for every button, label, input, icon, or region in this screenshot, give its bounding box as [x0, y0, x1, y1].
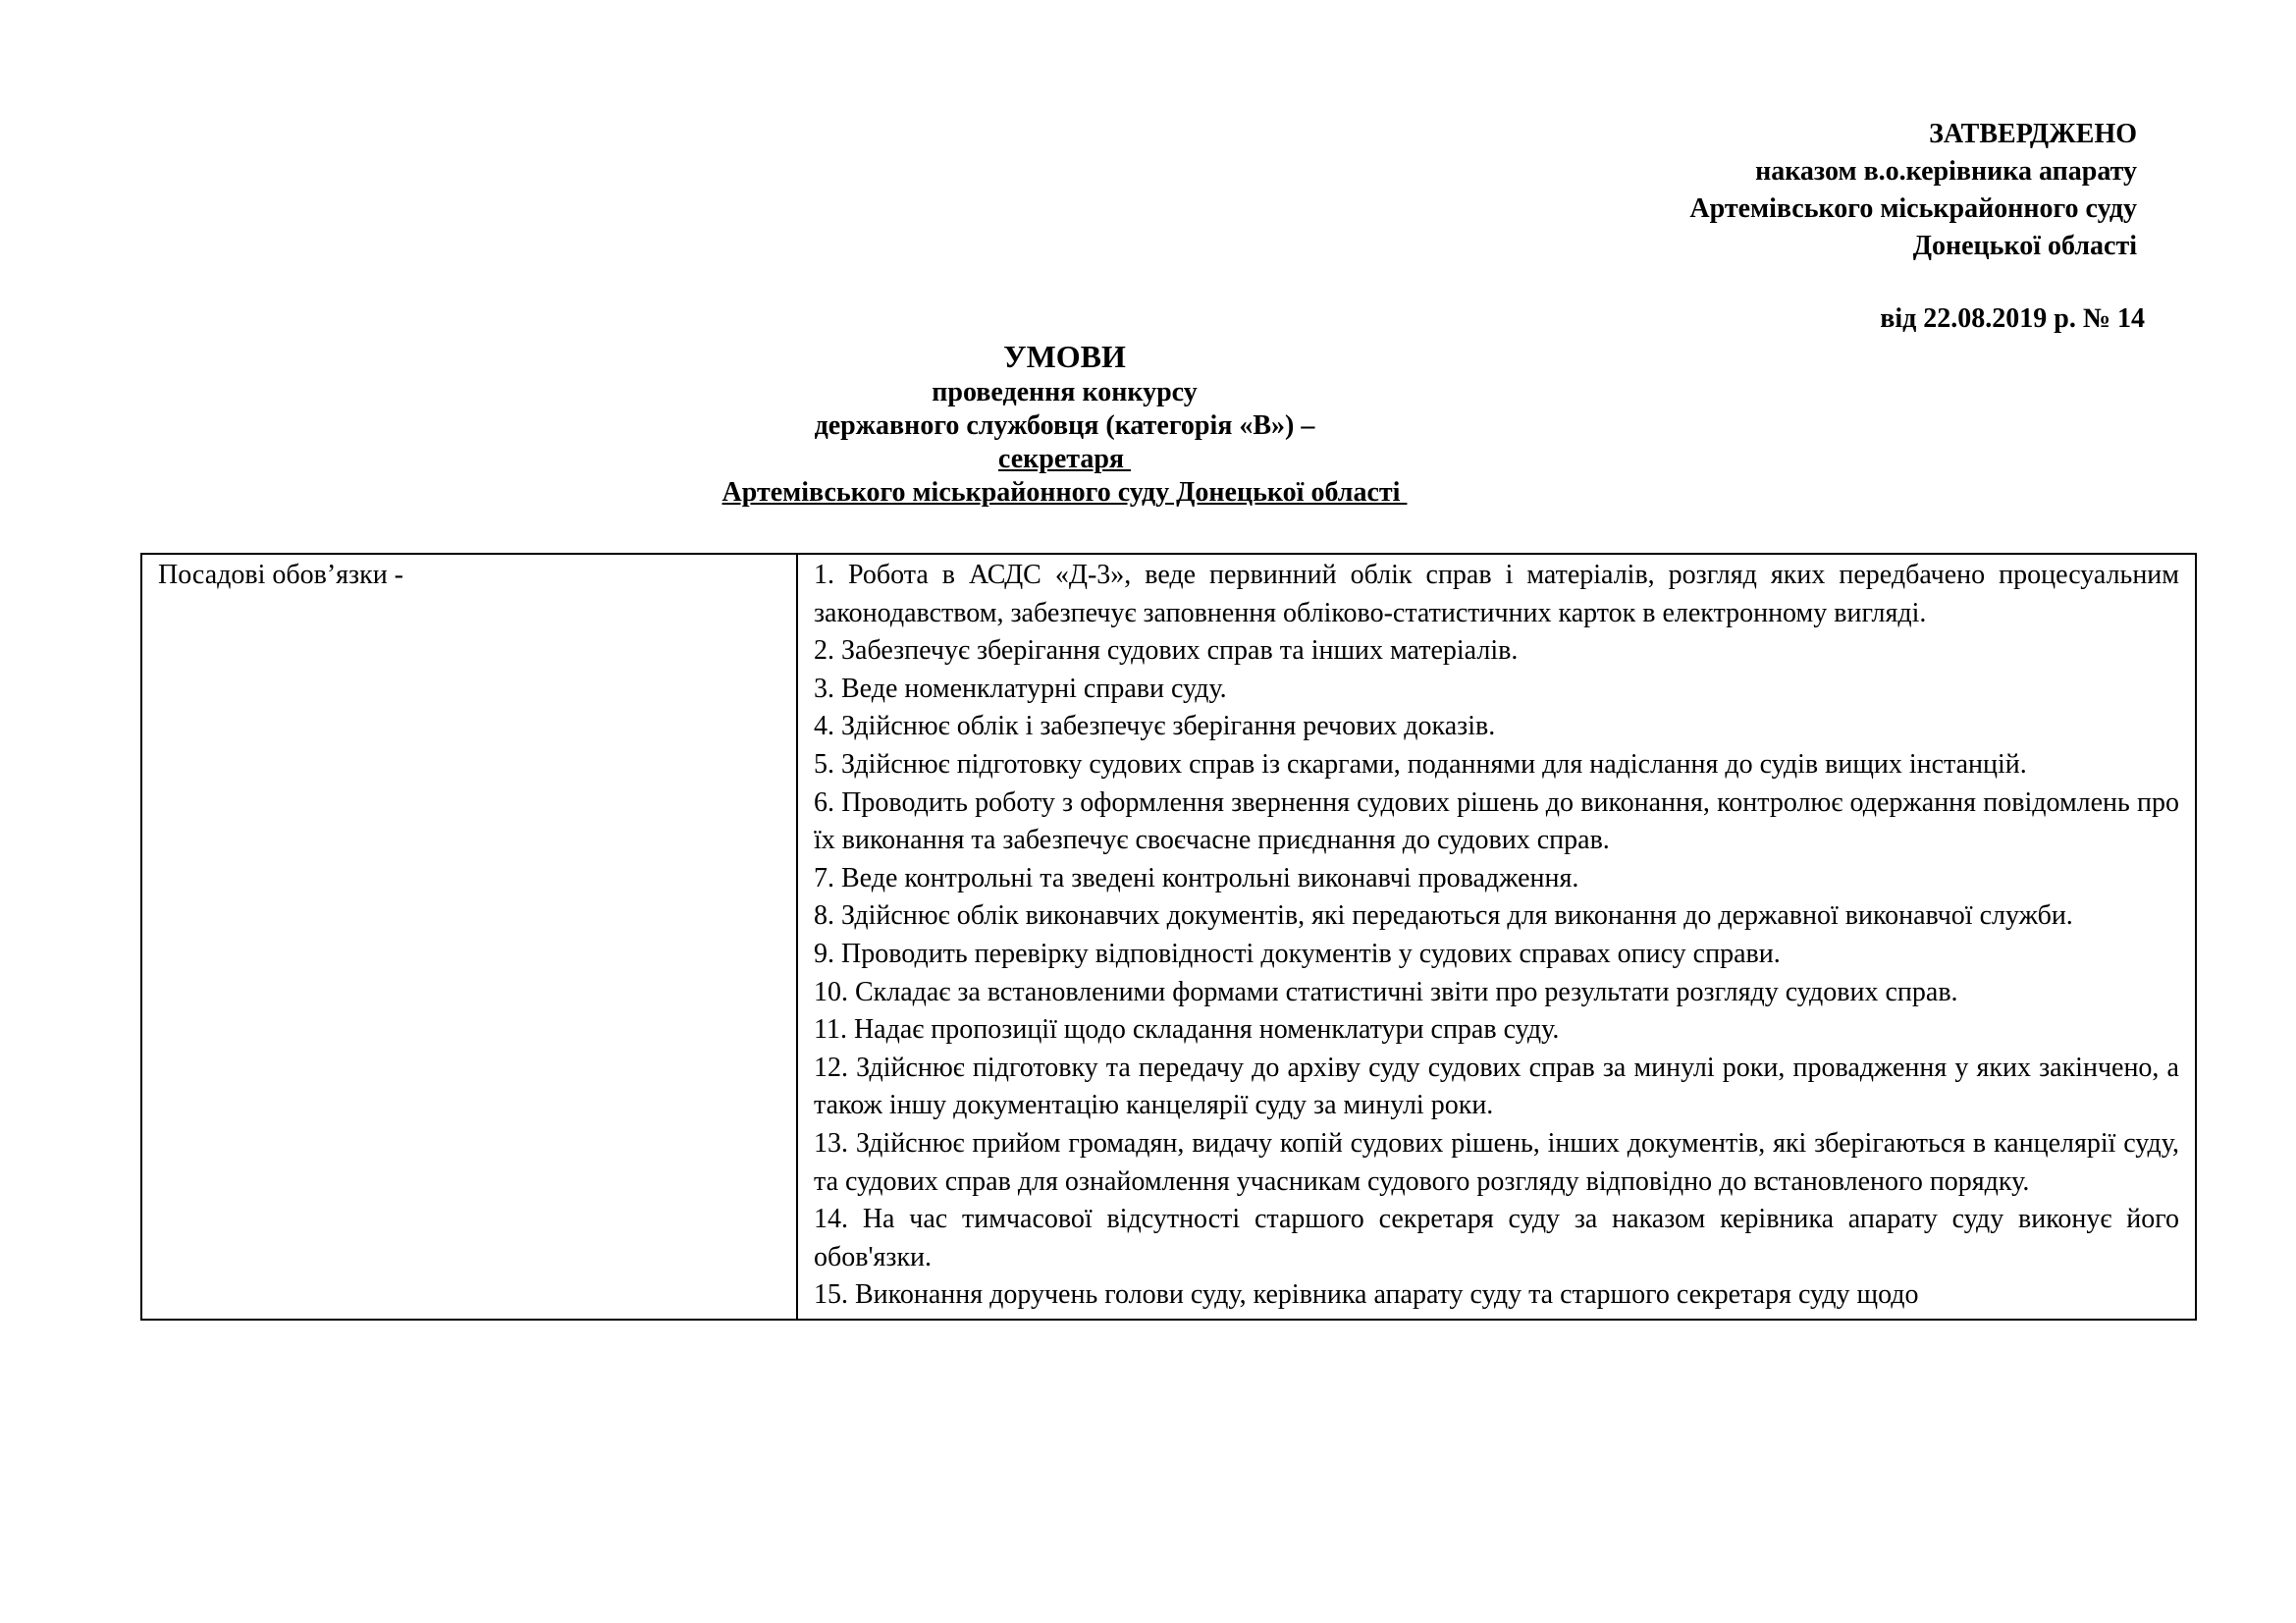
duty-item: 4. Здійснює облік і забезпечує зберігання речових доказів. [814, 711, 1496, 742]
duties-content-cell [797, 554, 2196, 1320]
title-line-1: проведення конкурсу [932, 377, 1198, 407]
approval-date: від 22.08.2019 р. № 14 [1880, 303, 2145, 334]
document-title [0, 337, 2296, 510]
court-name: Артемівського міськрайонного суду Донецької області [721, 477, 1408, 508]
duties-label-cell [141, 554, 797, 1320]
duty-item: 2. Забезпечує зберігання судових справ та інших матеріалів. [814, 635, 1519, 667]
duty-item: 10. Складає за встановленими формами статистичні звіти про результати розгляду судових справ. [814, 976, 1958, 1007]
title-line-2: державного службовця (категорія «В») – [814, 410, 1315, 441]
title-line-3 [0, 443, 2296, 476]
duty-item: 11. Надає пропозиції щодо складання номенклатури справ суду. [814, 1014, 1560, 1046]
title-line-4 [0, 476, 2296, 510]
approval-block [1689, 116, 2137, 265]
duty-item: 3. Веде номенклатурні справи суду. [814, 673, 1227, 704]
duty-item: 12. Здійснює підготовку та передачу до архіву суду судових справ за минулі роки, провадження у яких закінчено, а також іншу документацію канцелярії суду за минулі роки. [814, 1052, 2179, 1121]
duties-label: Посадові обов’язки - [158, 560, 404, 590]
approval-court: Артемівського міськрайонного суду [1689, 193, 2137, 224]
duty-item: 6. Проводить роботу з оформлення звернення судових рішень до виконання, контролює одержання повідомлень про їх виконання та забезпечує своєчасне приєднання до судових справ. [814, 786, 2179, 856]
duty-item: 7. Веде контрольні та зведені контрольні виконавчі провадження. [814, 862, 1579, 893]
duty-item: 13. Здійснює прийом громадян, видачу копій судових рішень, інших документів, які зберігаються в канцелярії суду, та судових справ для ознайомлення учасникам судового розгляду відповідно до встановленого порядку. [814, 1127, 2179, 1197]
duty-item: 9. Проводить перевірку відповідності документів у судових справах опису справи. [814, 938, 1781, 969]
duty-item: 1. Робота в АСДС «Д-3», веде первинний облік справ і матеріалів, розгляд яких передбачено процесуальним законодавством, забезпечує заповнення обліково-статистичних карток в електронному вигляді. [814, 560, 2179, 628]
approval-order: наказом в.о.керівника апарату [1755, 156, 2137, 187]
approval-stamp: ЗАТВЕРДЖЕНО [1929, 119, 2137, 149]
duty-item: 8. Здійснює облік виконавчих документів, які передаються для виконання до державної виконавчої служби. [814, 900, 2073, 932]
duty-item: 15. Виконання доручень голови суду, керівника апарату суду та старшого секретаря суду щодо [814, 1279, 1919, 1311]
title-heading: УМОВИ [1003, 339, 1126, 374]
duty-item: 5. Здійснює підготовку судових справ із скаргами, поданнями для надіслання до судів вищих інстанцій. [814, 748, 2027, 780]
conditions-table [140, 553, 2197, 1321]
duty-item: 14. На час тимчасової відсутності старшого секретаря суду за наказом керівника апарату суду виконує його обов'язки. [814, 1204, 2179, 1272]
position-title: секретаря [997, 444, 1132, 474]
approval-region: Донецької області [1912, 231, 2137, 261]
table-row [141, 554, 2196, 1320]
